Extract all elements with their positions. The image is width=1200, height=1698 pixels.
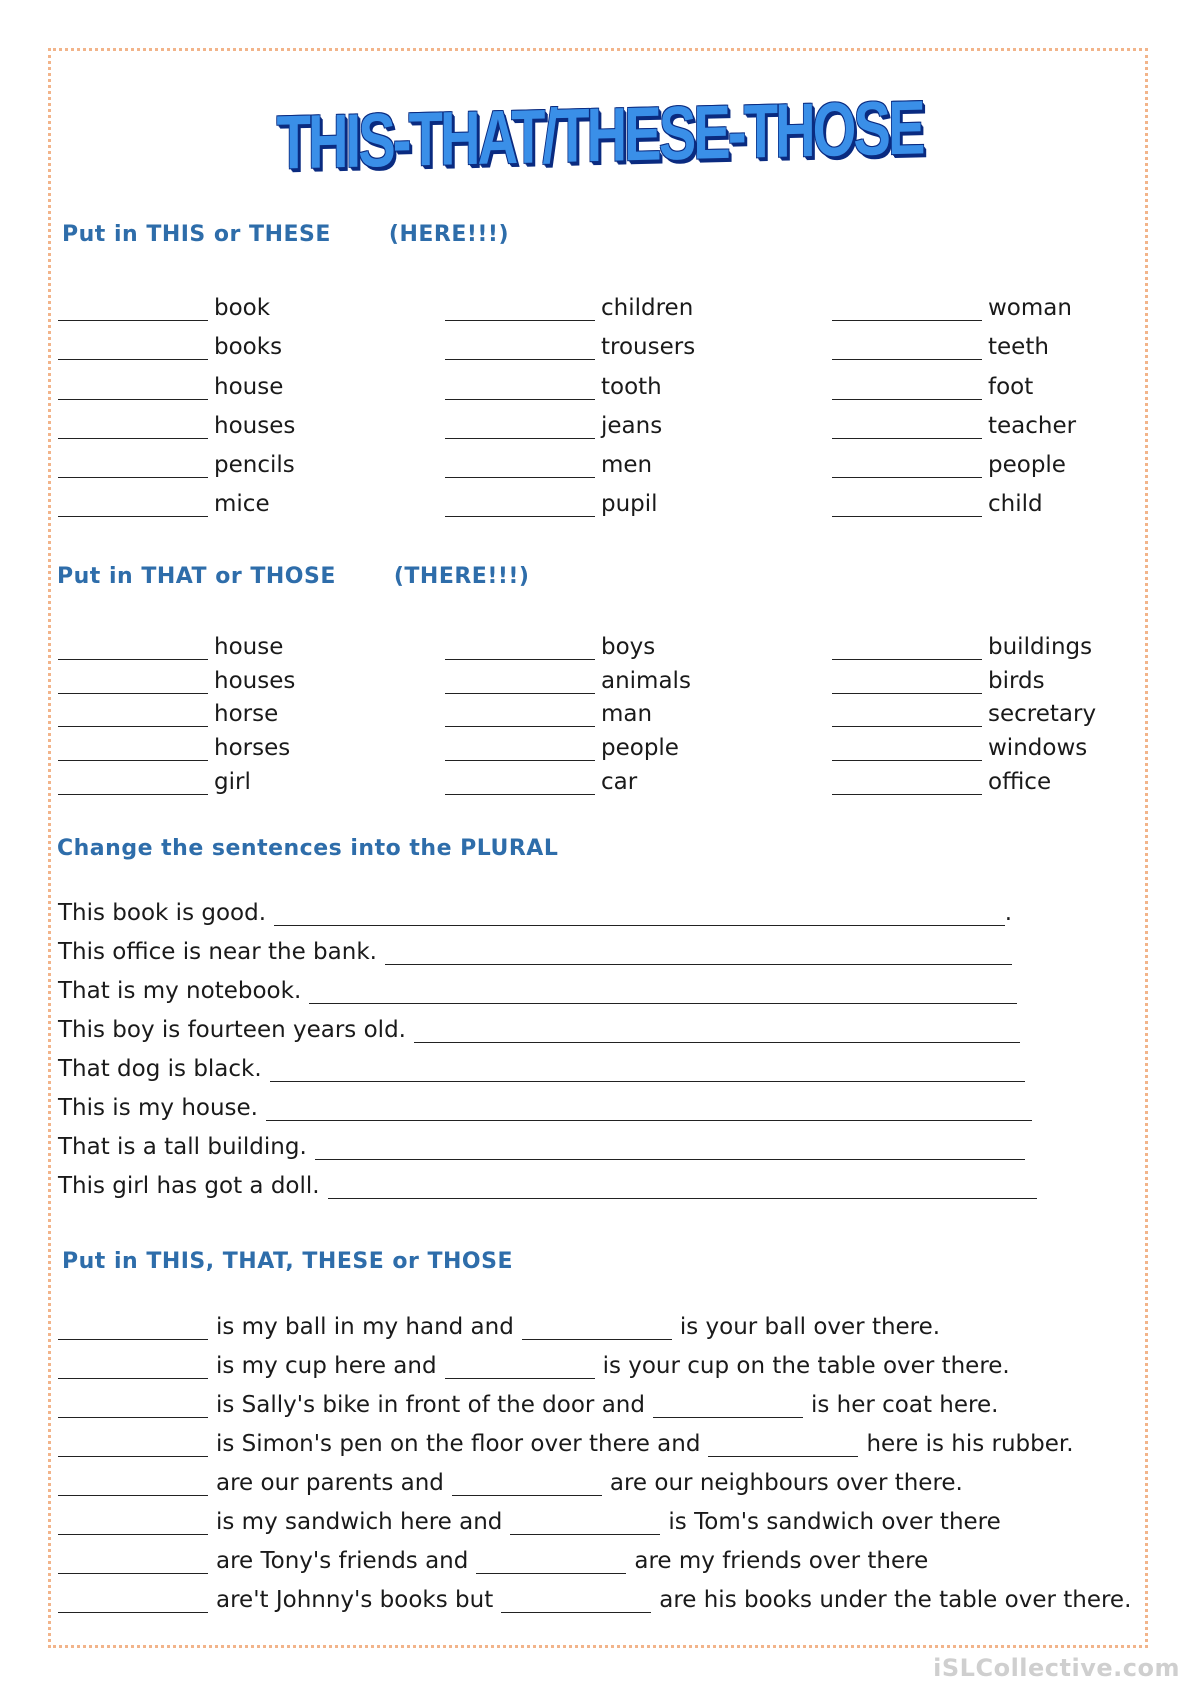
answer-line[interactable] [274,907,1005,926]
section1-item [445,478,695,517]
sentence-part: is Tom's sandwich over there [668,1509,1001,1535]
section1-column [832,282,1076,517]
sentence-text: That dog is black. [58,1056,262,1082]
section2-item [58,660,295,694]
item-word: woman [988,295,1072,322]
sentence-part: is your ball over there. [679,1314,941,1340]
answer-blank[interactable] [832,641,982,660]
item-word: horse [214,701,279,728]
section1-item [58,439,295,478]
section1-item [58,321,295,360]
section1-item [832,282,1076,321]
section1-item [445,400,695,439]
item-word: people [601,735,679,762]
item-word: houses [214,667,296,694]
section1-item [58,400,295,439]
answer-blank[interactable] [832,708,982,727]
section2-heading-text: Put in THAT or THOSE [57,564,336,589]
item-word: mice [214,491,270,518]
plural-sentence-row [58,978,1017,1004]
item-word: man [601,701,653,728]
section2-item [832,626,1096,660]
answer-blank[interactable] [445,341,595,360]
item-word: trousers [601,334,696,361]
item-word: windows [988,735,1088,762]
item-word: teacher [988,412,1077,439]
sentence-part: are our neighbours over there. [609,1470,963,1496]
section2-item [445,626,691,660]
section1-item [58,282,295,321]
answer-blank[interactable] [653,1399,803,1418]
fill-sentence-row [58,1353,1010,1379]
answer-blank[interactable] [445,381,595,400]
sentence-part: are't Johnny's books but [216,1587,494,1613]
answer-blank[interactable] [58,1516,208,1535]
answer-line[interactable] [328,1180,1037,1199]
section1-item [445,360,695,399]
sentence-text: That is my notebook. [58,978,302,1004]
answer-blank[interactable] [58,1321,208,1340]
answer-blank[interactable] [445,708,595,727]
answer-blank[interactable] [832,459,982,478]
item-word: house [214,373,284,400]
answer-blank[interactable] [501,1594,651,1613]
item-word: people [988,451,1066,478]
answer-line[interactable] [270,1063,1025,1082]
answer-blank[interactable] [832,420,982,439]
answer-blank[interactable] [58,1399,208,1418]
answer-blank[interactable] [832,381,982,400]
section2-item [58,761,295,795]
item-word: book [214,295,271,322]
answer-blank[interactable] [58,708,208,727]
answer-blank[interactable] [445,420,595,439]
fill-sentence-row [58,1548,928,1574]
sentence-end-period: . [1004,900,1012,926]
answer-line[interactable] [309,985,1017,1004]
plural-sentence-row [58,1095,1032,1121]
item-word: house [214,633,284,660]
plural-sentence-row [58,900,1012,926]
section1-item [445,439,695,478]
fill-sentence-row [58,1392,998,1418]
worksheet-title: THIS-THAT/THESE-THOSE [276,85,924,186]
item-word: jeans [601,412,663,439]
sentence-text: This girl has got a doll. [58,1173,320,1199]
section1-item [445,282,695,321]
plural-sentence-row [58,1017,1020,1043]
answer-blank[interactable] [445,742,595,761]
section3-heading [57,836,558,861]
answer-blank[interactable] [58,641,208,660]
section1-item [58,478,295,517]
answer-blank[interactable] [58,1594,208,1613]
plural-sentence-row [58,1173,1037,1199]
sentence-part: here is his rubber. [866,1431,1074,1457]
item-word: car [601,768,638,795]
answer-blank[interactable] [832,742,982,761]
item-word: houses [214,412,296,439]
sentence-part: is her coat here. [810,1392,999,1418]
section2-item [445,694,691,728]
answer-blank[interactable] [58,302,208,321]
answer-blank[interactable] [445,459,595,478]
section2-heading [57,564,529,589]
item-word: foot [988,373,1034,400]
answer-blank[interactable] [708,1438,858,1457]
section4-heading [62,1249,513,1274]
answer-blank[interactable] [832,302,982,321]
item-word: secretary [988,701,1097,728]
answer-blank[interactable] [445,641,595,660]
watermark: iSLCollective.com [933,1654,1180,1682]
sentence-text: This boy is fourteen years old. [58,1017,406,1043]
section1-column [58,282,295,517]
plural-sentence-row [58,939,1012,965]
plural-sentence-row [58,1134,1025,1160]
section2-item [832,694,1096,728]
answer-line[interactable] [266,1102,1032,1121]
fill-sentence-row [58,1431,1074,1457]
sentence-part: are our parents and [216,1470,444,1496]
answer-line[interactable] [315,1141,1025,1160]
answer-blank[interactable] [510,1516,660,1535]
answer-blank[interactable] [445,498,595,517]
sentence-part: is my ball in my hand and [216,1314,514,1340]
sentence-part: is my sandwich here and [216,1509,503,1535]
answer-blank[interactable] [832,498,982,517]
item-word: men [601,451,653,478]
sentence-part: is Sally's bike in front of the door and [216,1392,645,1418]
sentence-part: are my friends over there [634,1548,929,1574]
section2-item [832,727,1096,761]
answer-blank[interactable] [58,420,208,439]
answer-blank[interactable] [58,1360,208,1379]
answer-blank[interactable] [445,776,595,795]
item-word: child [988,491,1043,518]
section1-column [445,282,695,517]
answer-blank[interactable] [445,1360,595,1379]
section2-item [832,660,1096,694]
answer-blank[interactable] [58,381,208,400]
section2-item [58,626,295,660]
sentence-text: This is my house. [58,1095,258,1121]
answer-blank[interactable] [832,675,982,694]
item-word: tooth [601,373,662,400]
section1-item [832,321,1076,360]
answer-blank[interactable] [58,341,208,360]
sentence-text: This book is good. [58,900,267,926]
item-word: pencils [214,451,295,478]
answer-line[interactable] [385,946,1012,965]
section1-item [832,360,1076,399]
answer-blank[interactable] [832,341,982,360]
answer-blank[interactable] [58,1477,208,1496]
section2-item [58,694,295,728]
answer-blank[interactable] [522,1321,672,1340]
answer-blank[interactable] [476,1555,626,1574]
item-word: teeth [988,334,1049,361]
answer-blank[interactable] [58,1555,208,1574]
answer-blank[interactable] [58,675,208,694]
section2-item [58,727,295,761]
section1-item [445,321,695,360]
section3-heading-text: Change the sentences into the PLURAL [57,836,559,861]
sentence-part: are Tony's friends and [216,1548,469,1574]
section1-item [832,400,1076,439]
sentence-part: is your cup on the table over there. [602,1353,1010,1379]
section2-item [445,660,691,694]
sentence-text: That is a tall building. [58,1134,307,1160]
section2-column [58,626,295,795]
section2-column [445,626,691,795]
section4-heading-text: Put in THIS, THAT, THESE or THOSE [62,1249,514,1274]
sentence-part: are his books under the table over there. [659,1587,1132,1613]
item-word: pupil [601,491,658,518]
answer-blank[interactable] [445,675,595,694]
answer-blank[interactable] [452,1477,602,1496]
answer-blank[interactable] [58,459,208,478]
section2-item [445,727,691,761]
section2-column [832,626,1096,795]
answer-blank[interactable] [58,776,208,795]
fill-sentence-row [58,1314,940,1340]
sentence-part: is Simon's pen on the floor over there and [216,1431,701,1457]
fill-sentence-row [58,1509,1001,1535]
item-word: office [988,768,1052,795]
sentence-part: is my cup here and [216,1353,437,1379]
answer-blank[interactable] [58,742,208,761]
fill-sentence-row [58,1587,1131,1613]
item-word: animals [601,667,691,694]
section1-heading-text: Put in THIS or THESE [62,222,331,247]
section1-item [832,478,1076,517]
item-word: girl [214,768,251,795]
answer-blank[interactable] [832,776,982,795]
section2-note: (THERE!!!) [393,564,530,589]
item-word: birds [988,667,1045,694]
answer-line[interactable] [414,1024,1020,1043]
section1-note: (HERE!!!) [388,222,510,247]
plural-sentence-row [58,1056,1025,1082]
answer-blank[interactable] [58,1438,208,1457]
section1-heading [62,222,509,247]
item-word: buildings [988,633,1093,660]
answer-blank[interactable] [445,302,595,321]
section2-item [445,761,691,795]
item-word: horses [214,735,291,762]
item-word: books [214,334,283,361]
fill-sentence-row [58,1470,963,1496]
section1-item [58,360,295,399]
section2-item [832,761,1096,795]
item-word: boys [601,633,656,660]
item-word: children [601,295,694,322]
answer-blank[interactable] [58,498,208,517]
section1-item [832,439,1076,478]
sentence-text: This office is near the bank. [58,939,377,965]
